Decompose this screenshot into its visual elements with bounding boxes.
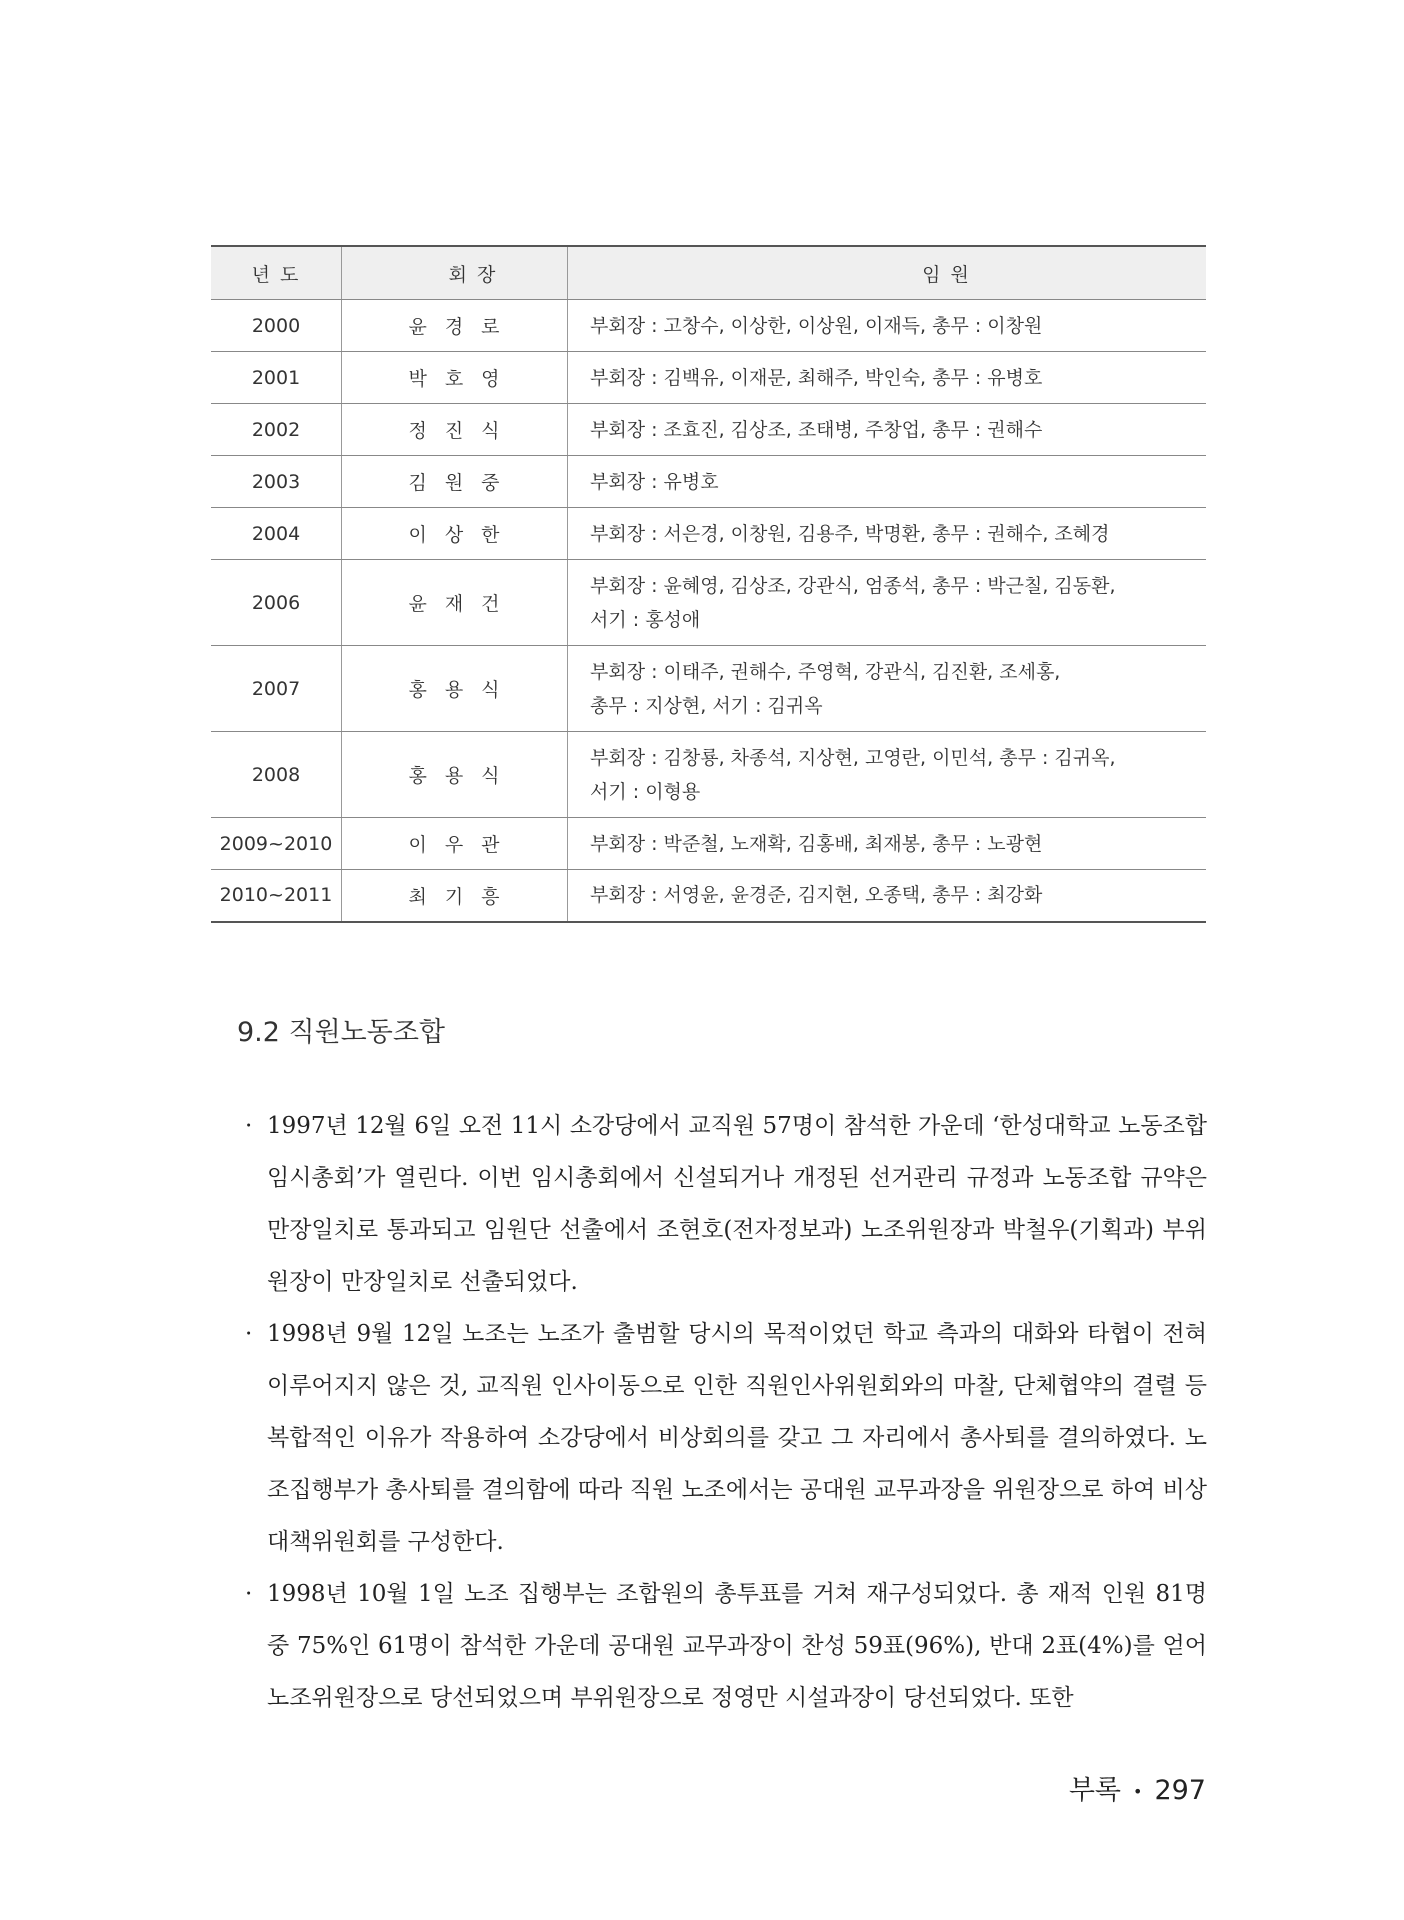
- officers-line: 부회장 : 김창룡, 차종석, 지상현, 고영란, 이민석, 총무 : 김귀옥,: [590, 746, 1116, 769]
- cell-president: 홍용식: [342, 646, 568, 732]
- cell-year: 2006: [211, 560, 342, 646]
- officers-line: 부회장 : 고창수, 이상한, 이상원, 이재득, 총무 : 이창원: [590, 314, 1043, 337]
- table-row: [211, 456, 1206, 508]
- officers-line: 부회장 : 이태주, 권해수, 주영혁, 강관식, 김진환, 조세홍,: [590, 660, 1061, 683]
- cell-president: 홍용식: [342, 732, 568, 818]
- officers-line: 부회장 : 서영윤, 윤경준, 김지현, 오종택, 총무 : 최강화: [590, 884, 1043, 907]
- officers-line: 부회장 : 유병호: [590, 470, 719, 493]
- cell-officers: [568, 560, 1207, 646]
- officers-table: [211, 245, 1206, 923]
- cell-officers: [568, 352, 1207, 404]
- paragraph-text: 1997년 12월 6일 오전 11시 소강당에서 교직원 57명이 참석한 가운데 ‘한성대학교 노동조합 임시총회’가 열린다. 이번 임시총회에서 신설되거나 개정된 선거관리 규정과 노동조합 규약은 만장일치로 통과되고 임원단 선출에서 조현호(전자정보과) 노조위원장과 박철우(기획과) 부위원장이 만장일치로 선출되었다.: [267, 1113, 1207, 1295]
- cell-officers: [568, 404, 1207, 456]
- page-footer: [1069, 1768, 1206, 1807]
- cell-president: 윤재건: [342, 560, 568, 646]
- cell-officers: [568, 300, 1207, 352]
- cell-president: 이우관: [342, 818, 568, 870]
- cell-year: 2010~2011: [211, 870, 342, 922]
- paragraph: [245, 1568, 1207, 1724]
- cell-president: 박호영: [342, 352, 568, 404]
- cell-president: 윤경로: [342, 300, 568, 352]
- officers-line: 부회장 : 서은경, 이창원, 김용주, 박명환, 총무 : 권해수, 조혜경: [590, 522, 1110, 545]
- table-row: [211, 300, 1206, 352]
- table-row: [211, 404, 1206, 456]
- cell-president: 정진식: [342, 404, 568, 456]
- table-row: [211, 870, 1206, 922]
- cell-officers: [568, 508, 1207, 560]
- officers-line: 총무 : 지상현, 서기 : 김귀옥: [590, 694, 823, 717]
- officers-line: 부회장 : 박준철, 노재확, 김홍배, 최재봉, 총무 : 노광현: [590, 832, 1043, 855]
- cell-year: 2009~2010: [211, 818, 342, 870]
- bullet-dot: ·: [245, 1581, 253, 1607]
- paragraph-text: 1998년 10월 1일 노조 집행부는 조합원의 총투표를 거쳐 재구성되었다. 총 재적 인원 81명 중 75%인 61명이 참석한 가운데 공대원 교무과장이 찬성 59표(96%), 반대 2표(4%)를 얻어 노조위원장으로 당선되었으며 부위원장으로 정영만 시설과장이 당선되었다. 또한: [267, 1581, 1207, 1711]
- cell-officers: [568, 818, 1207, 870]
- cell-year: 2002: [211, 404, 342, 456]
- table-row: [211, 818, 1206, 870]
- cell-year: 2000: [211, 300, 342, 352]
- officers-line: 부회장 : 조효진, 김상조, 조태병, 주창업, 총무 : 권해수: [590, 418, 1043, 441]
- table-row: [211, 508, 1206, 560]
- cell-year: 2001: [211, 352, 342, 404]
- section-title: 9.2 직원노동조합: [237, 1017, 446, 1048]
- paragraph-text: 1998년 9월 12일 노조는 노조가 출범할 당시의 목적이었던 학교 측과의 대화와 타협이 전혀 이루어지지 않은 것, 교직원 인사이동으로 인한 직원인사위원회와의 마찰, 단체협약의 결렬 등 복합적인 이유가 작용하여 소강당에서 비상회의를 갖고 그 자리에서 총사퇴를 결의하였다. 노조집행부가 총사퇴를 결의함에 따라 직원 노조에서는 공대원 교무과장을 위원장으로 하여 비상대책위원회를 구성한다.: [267, 1321, 1207, 1555]
- footer-separator: •: [1133, 1782, 1143, 1801]
- header-president: 회 장: [342, 246, 568, 300]
- cell-year: 2007: [211, 646, 342, 732]
- officers-line: 부회장 : 윤혜영, 김상조, 강관식, 엄종석, 총무 : 박근칠, 김동환,: [590, 574, 1116, 597]
- table-row: [211, 646, 1206, 732]
- officers-line: 서기 : 홍성애: [590, 608, 701, 631]
- officers-line: 서기 : 이형용: [590, 780, 701, 803]
- bullet-dot: ·: [245, 1113, 253, 1139]
- header-year: 년 도: [211, 246, 342, 300]
- cell-president: 이상한: [342, 508, 568, 560]
- cell-president: 김원중: [342, 456, 568, 508]
- cell-officers: [568, 732, 1207, 818]
- body-text: [245, 1100, 1207, 1724]
- table-row: [211, 352, 1206, 404]
- header-officers: 임 원: [568, 246, 1207, 300]
- table-header-row: [211, 246, 1206, 300]
- cell-president: 최기흥: [342, 870, 568, 922]
- bullet-dot: ·: [245, 1321, 253, 1347]
- officers-table-body: [211, 300, 1206, 922]
- cell-officers: [568, 646, 1207, 732]
- table-row: [211, 732, 1206, 818]
- cell-year: 2004: [211, 508, 342, 560]
- cell-year: 2008: [211, 732, 342, 818]
- officers-table-container: [211, 245, 1206, 923]
- cell-year: 2003: [211, 456, 342, 508]
- footer-label: 부록: [1068, 1775, 1122, 1806]
- page-number: 297: [1154, 1775, 1206, 1806]
- cell-officers: [568, 870, 1207, 922]
- officers-line: 부회장 : 김백유, 이재문, 최해주, 박인숙, 총무 : 유병호: [590, 366, 1043, 389]
- cell-officers: [568, 456, 1207, 508]
- paragraph: [245, 1100, 1207, 1308]
- paragraph: [245, 1308, 1207, 1568]
- table-row: [211, 560, 1206, 646]
